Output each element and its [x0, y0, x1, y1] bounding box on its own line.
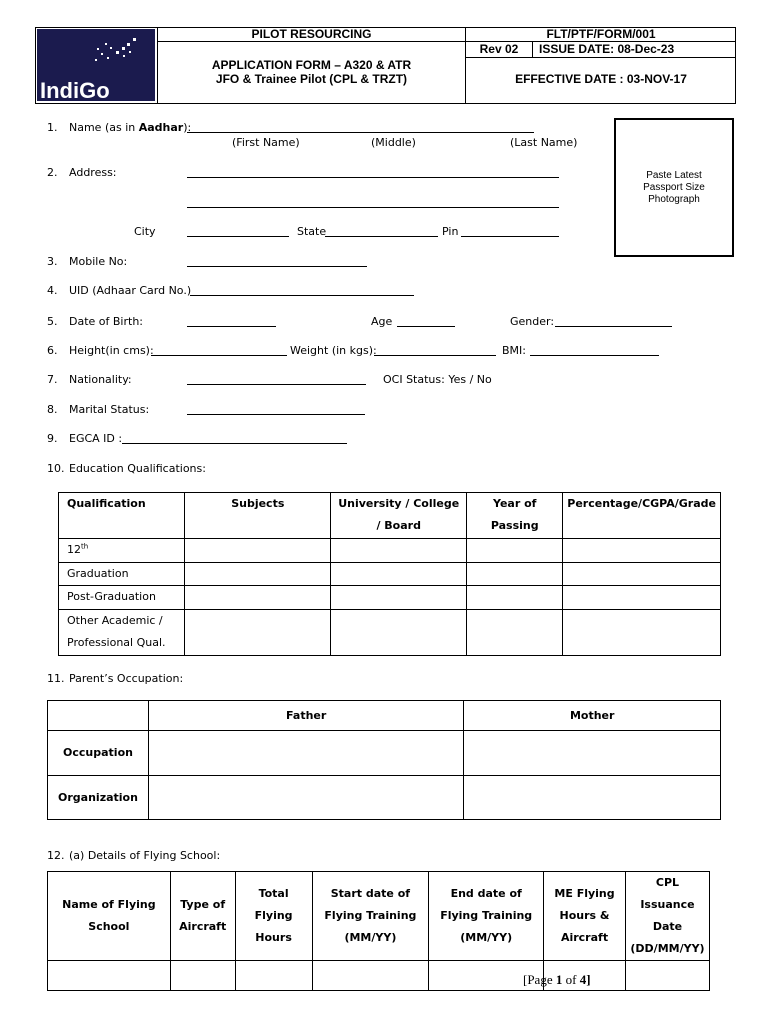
edu-row-12th [59, 539, 185, 563]
field-1-label-a: Name (as in [69, 121, 139, 134]
last-name-caption: (Last Name) [510, 136, 578, 149]
fly-cell[interactable] [170, 961, 235, 991]
uid-input[interactable] [190, 295, 414, 296]
edu-cell[interactable] [563, 586, 721, 610]
parent-row-organization: Organization [48, 776, 149, 820]
photo-box-line2: Passport Size [643, 182, 705, 193]
edu-row-post-graduation: Post-Graduation [59, 586, 185, 610]
edu-cell[interactable] [185, 563, 331, 586]
field-1-label-c: ): [183, 121, 192, 134]
pin-label: Pin [442, 225, 459, 238]
field-12-label: (a) Details of Flying School: [69, 849, 221, 862]
father-organization-cell[interactable] [148, 776, 463, 820]
height-input[interactable] [151, 355, 287, 356]
field-10-number: 10. [47, 462, 65, 475]
edu-cell[interactable] [331, 539, 467, 563]
field-11-label: Parent’s Occupation: [69, 672, 184, 685]
age-label: Age [371, 315, 393, 328]
effective-date: EFFECTIVE DATE : 03-NOV-17 [515, 72, 687, 86]
weight-input[interactable] [374, 355, 496, 356]
table-row [59, 539, 721, 563]
page-current: 1 [555, 972, 563, 987]
field-1-label [69, 121, 191, 134]
mother-occupation-cell[interactable] [464, 731, 721, 776]
edu-header-university: University / College / Board [331, 493, 467, 539]
oci-status[interactable]: OCI Status: Yes / No [383, 373, 492, 386]
field-9-number: 9. [47, 432, 58, 445]
field-10-label: Education Qualifications: [69, 462, 206, 475]
gender-label: Gender: [510, 315, 555, 328]
page-total: 4 [579, 972, 587, 987]
edu-cell[interactable] [331, 610, 467, 656]
nationality-input[interactable] [187, 384, 366, 385]
address-line2-input[interactable] [187, 207, 559, 208]
field-6-number: 6. [47, 344, 58, 357]
mobile-input[interactable] [187, 266, 367, 267]
page-suffix: ] [586, 972, 591, 987]
edu-cell[interactable] [563, 610, 721, 656]
fly-cell[interactable] [625, 961, 709, 991]
field-9-label: EGCA ID : [69, 432, 123, 445]
field-7-label: Nationality: [69, 373, 132, 386]
logo-text: IndiGo [40, 78, 110, 103]
fly-header-cpl-date: CPL Issuance Date (DD/MM/YY) [625, 872, 709, 961]
first-name-caption: (First Name) [232, 136, 300, 149]
fly-header-school: Name of Flying School [48, 872, 171, 961]
edu-cell[interactable] [563, 539, 721, 563]
edu-row-12th-sup: th [81, 542, 89, 551]
field-4-label: UID (Adhaar Card No.) [69, 284, 192, 297]
edu-cell[interactable] [185, 586, 331, 610]
form-code: FLT/PTF/FORM/001 [546, 27, 656, 41]
edu-row-graduation: Graduation [59, 563, 185, 586]
fly-header-aircraft: Type of Aircraft [170, 872, 235, 961]
field-2-number: 2. [47, 166, 58, 179]
gender-input[interactable] [555, 326, 672, 327]
field-3-number: 3. [47, 255, 58, 268]
age-input[interactable] [397, 326, 455, 327]
name-input[interactable] [187, 132, 534, 133]
field-8-number: 8. [47, 403, 58, 416]
field-7-number: 7. [47, 373, 58, 386]
field-6-label: Height(in cms): [69, 344, 154, 357]
field-8-label: Marital Status: [69, 403, 150, 416]
edu-header-year: Year of Passing [467, 493, 563, 539]
edu-cell[interactable] [185, 610, 331, 656]
field-5-label: Date of Birth: [69, 315, 144, 328]
weight-label: Weight (in kgs): [290, 344, 377, 357]
parent-header-mother: Mother [464, 701, 721, 731]
table-row [48, 961, 710, 991]
field-3-label: Mobile No: [69, 255, 128, 268]
fly-cell[interactable] [235, 961, 312, 991]
fly-cell[interactable] [48, 961, 171, 991]
field-1-label-b: Aadhar [138, 121, 184, 134]
page-number [523, 972, 591, 988]
edu-row-other: Other Academic / Professional Qual. [59, 610, 185, 656]
parent-header-father: Father [148, 701, 463, 731]
city-label: City [134, 225, 156, 238]
parent-header-blank [48, 701, 149, 731]
page-of: of [562, 972, 580, 987]
table-row [59, 563, 721, 586]
edu-header-subjects: Subjects [185, 493, 331, 539]
field-1-number: 1. [47, 121, 58, 134]
city-input[interactable] [187, 236, 289, 237]
flying-school-table [47, 871, 710, 991]
edu-header-grade: Percentage/CGPA/Grade [563, 493, 721, 539]
revision: Rev 02 [479, 42, 519, 56]
page-prefix: [Page [523, 972, 556, 987]
address-line1-input[interactable] [187, 177, 559, 178]
egca-id-input[interactable] [122, 443, 347, 444]
fly-header-hours: Total Flying Hours [235, 872, 312, 961]
middle-name-caption: (Middle) [371, 136, 416, 149]
edu-row-12th-text: 12 [67, 543, 81, 556]
edu-cell[interactable] [467, 586, 563, 610]
edu-cell[interactable] [331, 563, 467, 586]
field-2-label: Address: [69, 166, 117, 179]
photo-box-line3: Photograph [648, 194, 700, 205]
fly-header-end: End date of Flying Training (MM/YY) [429, 872, 544, 961]
edu-cell[interactable] [185, 539, 331, 563]
dob-input[interactable] [187, 326, 276, 327]
photo-box[interactable] [614, 118, 734, 257]
field-4-number: 4. [47, 284, 58, 297]
father-occupation-cell[interactable] [148, 731, 463, 776]
indigo-logo [37, 29, 155, 101]
edu-cell[interactable] [467, 563, 563, 586]
pin-input[interactable] [461, 236, 559, 237]
edu-cell[interactable] [331, 586, 467, 610]
parent-row-occupation: Occupation [48, 731, 149, 776]
marital-status-input[interactable] [187, 414, 365, 415]
fly-header-start: Start date of Flying Training (MM/YY) [312, 872, 429, 961]
table-row [59, 586, 721, 610]
table-row [48, 731, 721, 776]
field-12-number: 12. [47, 849, 65, 862]
state-label: State [297, 225, 327, 238]
edu-cell[interactable] [467, 539, 563, 563]
department-title: PILOT RESOURCING [251, 27, 372, 41]
field-5-number: 5. [47, 315, 58, 328]
mother-organization-cell[interactable] [464, 776, 721, 820]
table-row [48, 776, 721, 820]
form-title-line2: JFO & Trainee Pilot (CPL & TRZT) [215, 72, 408, 86]
state-input[interactable] [325, 236, 438, 237]
form-title-line1: APPLICATION FORM – A320 & ATR [211, 58, 412, 72]
edu-cell[interactable] [467, 610, 563, 656]
education-table [58, 492, 721, 656]
issue-date: ISSUE DATE: 08-Dec-23 [539, 42, 675, 56]
bmi-label: BMI: [502, 344, 526, 357]
field-11-number: 11. [47, 672, 65, 685]
edu-header-qualification: Qualification [59, 493, 185, 539]
photo-box-line1: Paste Latest [646, 170, 702, 181]
fly-cell[interactable] [312, 961, 429, 991]
parent-table [47, 700, 721, 820]
table-row [59, 610, 721, 656]
bmi-input[interactable] [530, 355, 659, 356]
fly-header-me-hours: ME Flying Hours & Aircraft [544, 872, 626, 961]
edu-cell[interactable] [563, 563, 721, 586]
